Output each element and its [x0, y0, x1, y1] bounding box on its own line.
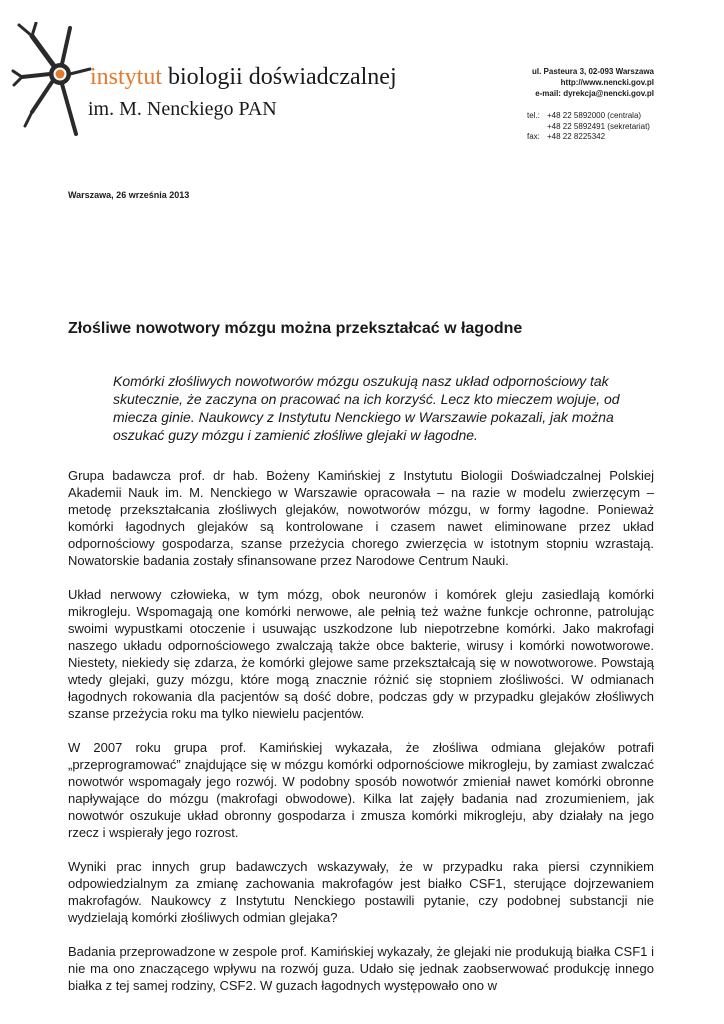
contact-row [527, 111, 650, 122]
body-paragraph: Grupa badawcza prof. dr hab. Bożeny Kamińskiej z Instytutu Biologii Doświadczalnej Polskiej Akademii Nauk im. M. Nenckiego w Warszawie opracowała – na razie w modelu zwierzęcym – metodę przekształcania złośliwych glejaków, nowotworów mózgu, w formy łagodne. Ponieważ komórki łagodnych glejaków są kontrolowane i czasem nawet eliminowane przez układ odpornościowy gospodarza, szanse przeżycia chorego zwierzęcia w istotnym stopniu wzrastają. Nowatorskie badania zostały sfinansowane przez Narodowe Centrum Nauki. [68, 468, 654, 568]
body-paragraph: Układ nerwowy człowieka, w tym mózg, obok neuronów i komórek gleju zasiedlają komórki mikrogleju. Wspomagają one komórki nerwowe, ale pełnią też ważne funkcje ochronne, patrolując swoimi wypustkami otoczenie i usuwając uszkodzone lub niepotrzebne komórki. Jako makrofagi naszego układu odpornościowego zwalczają także obce bakterie, wirusy i komórki nowotworowe. Niestety, niekiedy się zdarza, że komórki glejowe same przekształcają się w nowotworowe. Powstają wtedy glejaki, guzy mózgu, które mogą znacznie różnić się stopniem złośliwości. W odmianach łagodnych rokowania dla pacjentów są dość dobre, podczas gdy w przypadku glejaków złośliwych szanse przeżycia roku ma tylko niewielu pacjentów. [68, 587, 654, 721]
logo-wordmark-line2: im. M. Nenckiego PAN [88, 98, 277, 120]
contact-label: tel.: [527, 111, 540, 120]
contact-label [527, 122, 547, 133]
body-text [68, 467, 654, 1024]
contact-block [527, 111, 650, 143]
institute-logo-icon [10, 22, 92, 140]
contact-row [527, 122, 650, 133]
contact-row [527, 132, 650, 143]
website-link[interactable]: http://www.nencki.gov.pl [560, 78, 654, 87]
body-paragraph: W 2007 roku grupa prof. Kamińskiej wykazała, że złośliwa odmiana glejaków potrafi „przeprogramować” znajdujące się w mózgu komórki odpornościowe mikrogleju, by zamiast zwalczać nowotwór wspomagały jego rozwój. W podobny sposób nowotwór zmieniał nawet komórki obronne napływające do mózgu (makrofagi obwodowe). Kilka lat zajęły badania nad zrozumieniem, jak nowotwór oszukuje układ obronny gospodarza i zmusza komórki mikrogleju, aby działały na jego rzecz i wspierały jego rozrost. [68, 740, 654, 840]
contact-value: +48 22 5892000 (centrala) [547, 111, 642, 120]
lead-paragraph: Komórki złośliwych nowotworów mózgu oszukują nasz układ odpornościowy tak skutecznie, że zaczyna on pracować na ich korzyść. Lecz kto mieczem wojuje, od miecza ginie. Naukowcy z Instytutu Nenckiego w Warszawie pokazali, jak można oszukać guzy mózgu i zamienić złośliwe glejaki w łagodne. [113, 373, 620, 443]
contact-value: +48 22 8225342 [547, 132, 606, 141]
body-paragraph: Badania przeprowadzone w zespole prof. Kamińskiej wykazały, że glejaki nie produkują białka CSF1 i nie ma ono znaczącego wpływu na rozwój guza. Udało się jednak zaobserwować produkcję innego białka z tej samej rodziny, CSF2. W guzach łagodnych występowało ono w [68, 944, 654, 993]
logo-wordmark-line1 [90, 63, 397, 91]
logo-wordmark-rest: biologii doświadczalnej [162, 64, 397, 90]
address-street: ul. Pasteura 3, 02-093 Warszawa [532, 67, 654, 76]
email-link[interactable]: e-mail: dyrekcja@nencki.gov.pl [535, 89, 654, 98]
logo-accent-word: instytut [90, 64, 163, 90]
headline: Złośliwe nowotwory mózgu można przekształcać w łagodne [68, 320, 523, 337]
body-paragraph: Wyniki prac innych grup badawczych wskazywały, że w przypadku raka piersi czynnikiem odpowiedzialnym za zmianę zachowania makrofagów jest białko CSF1, sterujące dojrzewaniem makrofagów. Naukowcy z Instytutu Nenckiego postawili pytanie, czy podobnej substancji nie wydzielają komórki złośliwych odmian glejaka? [68, 859, 654, 925]
address-block [532, 66, 654, 99]
contact-label: fax: [527, 132, 540, 141]
date-line: Warszawa, 26 września 2013 [68, 190, 190, 200]
contact-value: +48 22 5892491 (sekretariat) [547, 121, 650, 131]
